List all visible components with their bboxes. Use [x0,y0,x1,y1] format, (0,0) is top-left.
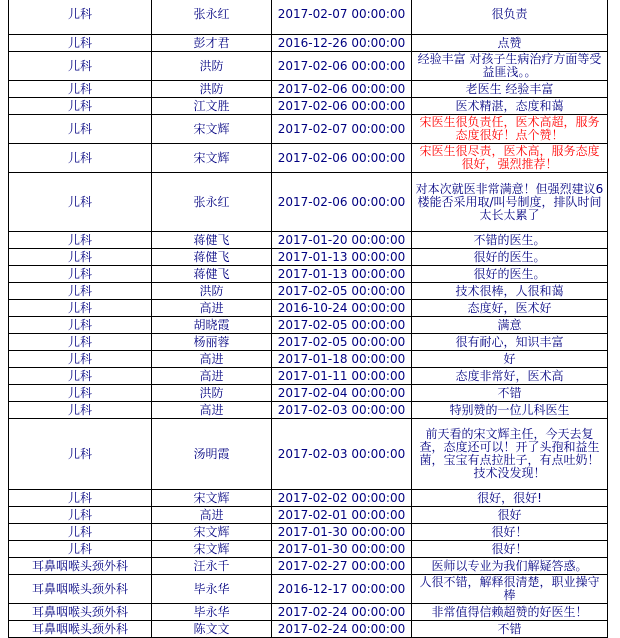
doctor-cell: 毕永华 [152,604,272,621]
department-cell: 儿科 [9,385,152,402]
table-row [9,368,608,385]
comment-cell: 态度非常好，医术高 [412,368,608,385]
department-cell: 儿科 [9,232,152,249]
time-cell: 2017-01-11 00:00:00 [272,368,412,385]
time-cell: 2017-02-03 00:00:00 [272,419,412,490]
table-row [9,507,608,524]
comment-cell: 很好！ [412,524,608,541]
department-cell: 儿科 [9,351,152,368]
time-cell: 2016-12-26 00:00:00 [272,35,412,52]
department-cell: 儿科 [9,402,152,419]
department-cell: 儿科 [9,541,152,558]
table-row [9,115,608,144]
table-row [9,249,608,266]
comment-cell: 好 [412,351,608,368]
doctor-cell: 高进 [152,402,272,419]
time-cell: 2017-02-03 00:00:00 [272,402,412,419]
department-cell: 儿科 [9,52,152,81]
department-cell: 儿科 [9,81,152,98]
table-row [9,541,608,558]
comment-cell: 不错 [412,385,608,402]
table-row [9,283,608,300]
doctor-cell: 陈文文 [152,621,272,638]
comment-cell: 不错 [412,621,608,638]
department-cell: 儿科 [9,507,152,524]
table-row [9,419,608,490]
department-cell: 耳鼻咽喉头颈外科 [9,575,152,604]
time-cell: 2017-02-05 00:00:00 [272,334,412,351]
doctor-cell: 高进 [152,300,272,317]
comment-cell: 态度好，医术好 [412,300,608,317]
department-cell: 耳鼻咽喉头颈外科 [9,558,152,575]
table-row [9,317,608,334]
doctor-cell: 蒋健飞 [152,266,272,283]
department-cell: 儿科 [9,98,152,115]
department-cell: 儿科 [9,368,152,385]
table-row [9,52,608,81]
comment-cell: 经验丰富 对孩子生病治疗方面等受益匪浅。。 [412,52,608,81]
department-cell: 耳鼻咽喉头颈外科 [9,604,152,621]
comment-cell: 不错的医生。 [412,232,608,249]
time-cell: 2017-02-27 00:00:00 [272,558,412,575]
comment-cell: 点赞 [412,35,608,52]
table-row [9,575,608,604]
department-cell: 儿科 [9,0,152,35]
table-row [9,81,608,98]
time-cell: 2017-02-06 00:00:00 [272,98,412,115]
doctor-cell: 高进 [152,507,272,524]
comment-cell: 很好的医生。 [412,266,608,283]
doctor-cell: 江文胜 [152,98,272,115]
time-cell: 2016-10-24 00:00:00 [272,300,412,317]
table-row [9,144,608,173]
time-cell: 2017-02-02 00:00:00 [272,490,412,507]
time-cell: 2017-01-13 00:00:00 [272,249,412,266]
table-row [9,621,608,638]
doctor-cell: 毕永华 [152,575,272,604]
doctor-cell: 洪防 [152,385,272,402]
department-cell: 儿科 [9,334,152,351]
time-cell: 2017-02-01 00:00:00 [272,507,412,524]
table-row [9,173,608,232]
comment-cell: 技术很棒，人很和蔼 [412,283,608,300]
department-cell: 儿科 [9,115,152,144]
table-row [9,300,608,317]
comment-cell: 非常值得信赖超赞的好医生！ [412,604,608,621]
comment-cell: 对本次就医非常满意！但强烈建议6楼能否采用取/叫号制度，排队时间太长太累了 [412,173,608,232]
doctor-cell: 宋文辉 [152,115,272,144]
table-row [9,35,608,52]
comment-cell: 医术精湛，态度和蔼 [412,98,608,115]
table-row [9,385,608,402]
time-cell: 2017-02-06 00:00:00 [272,173,412,232]
comment-cell: 很好的医生。 [412,249,608,266]
table-row [9,98,608,115]
table-row [9,604,608,621]
time-cell: 2017-02-07 00:00:00 [272,115,412,144]
department-cell: 儿科 [9,317,152,334]
comment-cell: 老医生 经验丰富 [412,81,608,98]
doctor-cell: 彭才君 [152,35,272,52]
department-cell: 儿科 [9,266,152,283]
doctor-cell: 汪永千 [152,558,272,575]
doctor-cell: 张永红 [152,173,272,232]
table-row [9,351,608,368]
department-cell: 耳鼻咽喉头颈外科 [9,621,152,638]
table-row [9,490,608,507]
time-cell: 2017-02-24 00:00:00 [272,604,412,621]
time-cell: 2017-02-06 00:00:00 [272,52,412,81]
doctor-cell: 汤明霞 [152,419,272,490]
review-table [8,0,608,638]
doctor-cell: 蒋健飞 [152,249,272,266]
comment-cell: 很好，很好! [412,490,608,507]
comment-cell: 很好 [412,507,608,524]
doctor-cell: 洪防 [152,81,272,98]
doctor-cell: 宋文辉 [152,541,272,558]
time-cell: 2017-02-07 00:00:00 [272,0,412,35]
time-cell: 2017-02-24 00:00:00 [272,621,412,638]
time-cell: 2017-01-18 00:00:00 [272,351,412,368]
doctor-cell: 洪防 [152,52,272,81]
doctor-cell: 杨丽蓉 [152,334,272,351]
comment-cell: 宋医生很负责任，医术高超，服务态度很好！点个赞！ [412,115,608,144]
table-row [9,266,608,283]
comment-cell: 很好！ [412,541,608,558]
table-row [9,402,608,419]
department-cell: 儿科 [9,283,152,300]
table-row [9,0,608,35]
comment-cell: 宋医生很尽责，医术高，服务态度很好，强烈推荐！ [412,144,608,173]
doctor-cell: 洪防 [152,283,272,300]
doctor-cell: 宋文辉 [152,524,272,541]
doctor-cell: 张永红 [152,0,272,35]
time-cell: 2017-01-13 00:00:00 [272,266,412,283]
time-cell: 2017-02-04 00:00:00 [272,385,412,402]
time-cell: 2017-02-06 00:00:00 [272,144,412,173]
department-cell: 儿科 [9,35,152,52]
department-cell: 儿科 [9,419,152,490]
comment-cell: 很负责 [412,0,608,35]
time-cell: 2017-01-30 00:00:00 [272,541,412,558]
department-cell: 儿科 [9,173,152,232]
department-cell: 儿科 [9,524,152,541]
comment-cell: 人很不错，解释很清楚，职业操守棒 [412,575,608,604]
department-cell: 儿科 [9,300,152,317]
comment-cell: 很有耐心，知识丰富 [412,334,608,351]
table-row [9,558,608,575]
doctor-cell: 高进 [152,351,272,368]
comment-cell: 特别赞的一位儿科医生 [412,402,608,419]
doctor-cell: 胡晓霞 [152,317,272,334]
doctor-cell: 高进 [152,368,272,385]
time-cell: 2016-12-17 00:00:00 [272,575,412,604]
table-row [9,232,608,249]
department-cell: 儿科 [9,144,152,173]
time-cell: 2017-02-05 00:00:00 [272,283,412,300]
comment-cell: 满意 [412,317,608,334]
time-cell: 2017-02-05 00:00:00 [272,317,412,334]
time-cell: 2017-01-30 00:00:00 [272,524,412,541]
time-cell: 2017-02-06 00:00:00 [272,81,412,98]
department-cell: 儿科 [9,490,152,507]
table-row [9,524,608,541]
comment-cell: 前天看的宋文辉主任，今天去复查，态度还可以！开了头孢和益生菌，宝宝有点拉肚子，有点吐奶！技术没发现！ [412,419,608,490]
doctor-cell: 蒋健飞 [152,232,272,249]
doctor-cell: 宋文辉 [152,144,272,173]
comment-cell: 医师以专业为我们解疑答惑。 [412,558,608,575]
review-table-body [9,0,608,638]
time-cell: 2017-01-20 00:00:00 [272,232,412,249]
department-cell: 儿科 [9,249,152,266]
doctor-cell: 宋文辉 [152,490,272,507]
table-row [9,334,608,351]
